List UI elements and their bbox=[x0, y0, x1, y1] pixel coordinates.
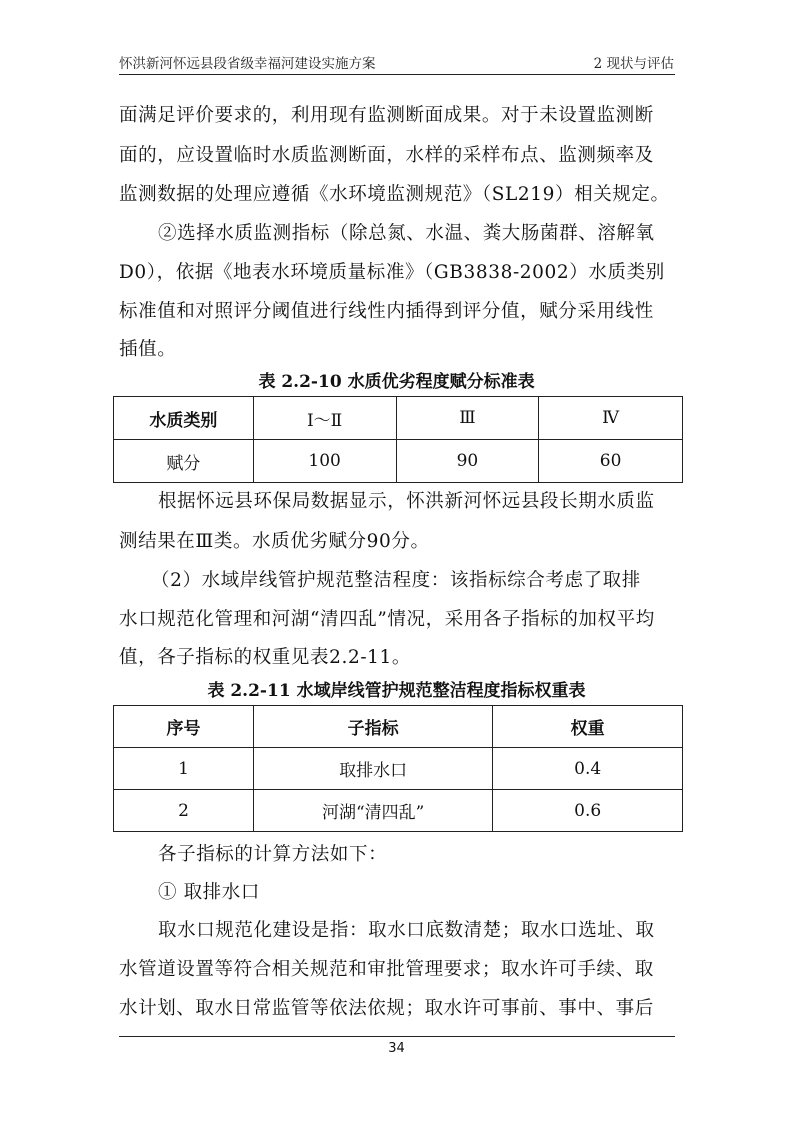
header-document-title: 怀洪新河怀远县段省级幸福河建设实施方案 bbox=[119, 56, 376, 72]
water-quality-score-table bbox=[113, 396, 683, 483]
body-line: D0），依据《地表水环境质量标准》（GB3838-2002）水质类别 bbox=[119, 262, 665, 283]
table-cell: 2 bbox=[114, 790, 254, 832]
body-line: 值，各子指标的权重见表2.2-11。 bbox=[119, 647, 412, 668]
body-line: 面满足评价要求的，利用现有监测断面成果。对于未设置监测断 bbox=[119, 105, 654, 126]
table-cell: 90 bbox=[396, 440, 539, 483]
footer-rule bbox=[119, 1036, 675, 1037]
table-cell: 取排水口 bbox=[253, 748, 492, 790]
table-header-cell: Ⅲ bbox=[396, 397, 539, 440]
table-cell: 河湖“清四乱” bbox=[253, 790, 492, 832]
body-line: 水计划、取水日常监管等依法依规；取水许可事前、事中、事后 bbox=[119, 998, 654, 1019]
body-line: 标准值和对照评分阈值进行线性内插得到评分值，赋分采用线性 bbox=[119, 301, 654, 322]
table2-caption: 表 2.2-11 水域岸线管护规范整洁程度指标权重表 bbox=[207, 681, 586, 701]
table1-caption: 表 2.2-10 水质优劣程度赋分标准表 bbox=[258, 372, 535, 392]
header-rule bbox=[119, 74, 675, 75]
body-line: 取水口规范化建设是指：取水口底数清楚；取水口选址、取 bbox=[158, 920, 655, 941]
table-header-cell: 子指标 bbox=[253, 706, 492, 748]
page-header bbox=[119, 52, 674, 74]
body-line: 监测数据的处理应遵循《水环境监测规范》（SL219）相关规定。 bbox=[119, 184, 670, 205]
table-header-row bbox=[114, 397, 683, 440]
table-cell: 赋分 bbox=[114, 440, 254, 483]
table-header-row bbox=[114, 706, 683, 748]
header-section-title: 2 现状与评估 bbox=[593, 56, 674, 72]
body-line: 根据怀远县环保局数据显示，怀洪新河怀远县段长期水质监 bbox=[158, 491, 655, 512]
body-line: ②选择水质监测指标（除总氮、水温、粪大肠菌群、溶解氧 bbox=[158, 223, 655, 244]
table-row bbox=[114, 748, 683, 790]
body-line: 插值。 bbox=[119, 339, 177, 360]
body-line: 面的，应设置临时水质监测断面，水样的采样布点、监测频率及 bbox=[119, 145, 654, 166]
table-row bbox=[114, 790, 683, 832]
body-line: 水口规范化管理和河湖“清四乱”情况，采用各子指标的加权平均 bbox=[119, 609, 655, 630]
body-line: （2）水域岸线管护规范整洁程度：该指标综合考虑了取排 bbox=[151, 570, 641, 591]
page-number: 34 bbox=[388, 1041, 405, 1056]
body-line: 水管道设置等符合相关规范和审批管理要求；取水许可手续、取 bbox=[119, 959, 654, 980]
table-cell: 60 bbox=[539, 440, 683, 483]
table-header-cell: 水质类别 bbox=[114, 397, 254, 440]
body-line: 测结果在Ⅲ类。水质优劣赋分90分。 bbox=[119, 531, 430, 552]
table-cell: 0.4 bbox=[493, 748, 683, 790]
body-line: ① 取排水口 bbox=[158, 882, 260, 903]
table-cell: 100 bbox=[253, 440, 396, 483]
table-header-cell: 序号 bbox=[114, 706, 254, 748]
table-cell: 1 bbox=[114, 748, 254, 790]
body-line: 各子指标的计算方法如下： bbox=[158, 844, 388, 865]
table-row bbox=[114, 440, 683, 483]
table-header-cell: Ⅳ bbox=[539, 397, 683, 440]
shoreline-index-weight-table bbox=[113, 705, 683, 832]
table-cell: 0.6 bbox=[493, 790, 683, 832]
table-header-cell: Ⅰ～Ⅱ bbox=[253, 397, 396, 440]
table-header-cell: 权重 bbox=[493, 706, 683, 748]
